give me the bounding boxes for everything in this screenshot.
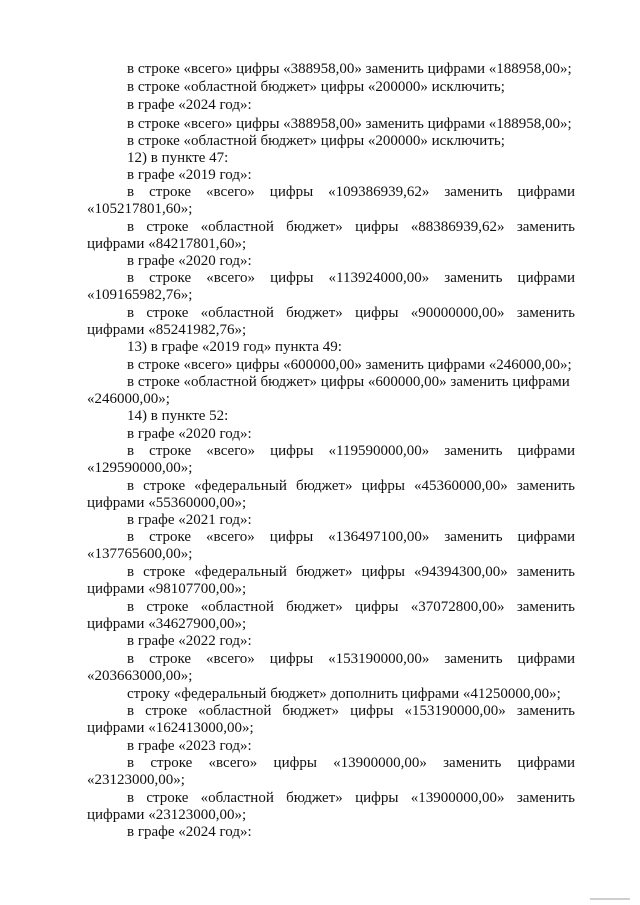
text-line: строку «федеральный бюджет» дополнить цифрами «41250000,00»; <box>127 686 561 702</box>
text-line: в графе «2022 год»: <box>127 633 252 649</box>
text-line: в строке «областной бюджет» цифры «88386939,62» заменить <box>127 219 575 235</box>
text-line: 13) в графе «2019 год» пункта 49: <box>127 339 342 355</box>
text-line: в строке «федеральный бюджет» цифры «45360000,00» заменить <box>127 478 575 494</box>
text-line: в графе «2020 год»: <box>127 426 252 442</box>
text-line: в графе «2019 год»: <box>127 167 252 183</box>
text-line: в графе «2020 год»: <box>127 253 252 269</box>
text-line: цифрами «84217801,60»; <box>87 236 247 252</box>
text-line: 12) в пункте 47: <box>127 150 229 166</box>
page-edge-mark <box>590 898 630 900</box>
text-line: в строке «всего» цифры «153190000,00» заменить цифрами <box>127 651 575 667</box>
text-line: в строке «областной бюджет» цифры «200000» исключить; <box>127 133 505 149</box>
text-line: в строке «всего» цифры «388958,00» заменить цифрами «188958,00»; <box>127 116 572 132</box>
text-line: цифрами «55360000,00»; <box>87 495 247 511</box>
text-line: «129590000,00»; <box>87 460 193 476</box>
text-line: в строке «федеральный бюджет» цифры «94394300,00» заменить <box>127 564 575 580</box>
text-line: в графе «2024 год»: <box>127 824 252 840</box>
text-line: цифрами «98107700,00»; <box>87 581 247 597</box>
text-line: «246000,00»; <box>87 391 170 407</box>
text-line: в строке «всего» цифры «13900000,00» заменить цифрами <box>127 755 575 771</box>
text-line: в строке «всего» цифры «388958,00» заменить цифрами «188958,00»; <box>127 61 572 77</box>
text-line: цифрами «85241982,76»; <box>87 322 247 338</box>
text-line: в строке «всего» цифры «600000,00» заменить цифрами «246000,00»; <box>127 357 572 373</box>
text-line: в строке «областной бюджет» цифры «200000» исключить; <box>127 79 505 95</box>
text-line: в строке «областной бюджет» цифры «90000000,00» заменить <box>127 305 575 321</box>
text-line: «203663000,00»; <box>87 668 193 684</box>
text-line: в строке «всего» цифры «113924000,00» заменить цифрами <box>127 270 575 286</box>
text-line: в строке «областной бюджет» цифры «153190000,00» заменить <box>127 703 575 719</box>
text-line: в строке «всего» цифры «136497100,00» заменить цифрами <box>127 529 575 545</box>
text-line: «137765600,00»; <box>87 546 193 562</box>
text-line: в графе «2023 год»: <box>127 738 252 754</box>
text-line: в строке «всего» цифры «119590000,00» заменить цифрами <box>127 443 575 459</box>
text-line: цифрами «23123000,00»; <box>87 807 247 823</box>
text-line: «105217801,60»; <box>87 201 193 217</box>
text-line: в строке «областной бюджет» цифры «600000,00» заменить цифрами <box>127 374 570 390</box>
text-line: цифрами «162413000,00»; <box>87 720 254 736</box>
text-line: в графе «2021 год»: <box>127 512 252 528</box>
text-line: «109165982,76»; <box>87 287 193 303</box>
text-line: «23123000,00»; <box>87 772 185 788</box>
text-line: 14) в пункте 52: <box>127 408 229 424</box>
text-line: в строке «всего» цифры «109386939,62» заменить цифрами <box>127 184 575 200</box>
text-line: цифрами «34627900,00»; <box>87 616 247 632</box>
text-line: в строке «областной бюджет» цифры «13900000,00» заменить <box>127 790 575 806</box>
text-line: в строке «областной бюджет» цифры «37072800,00» заменить <box>127 599 575 615</box>
text-line: в графе «2024 год»: <box>127 97 252 113</box>
